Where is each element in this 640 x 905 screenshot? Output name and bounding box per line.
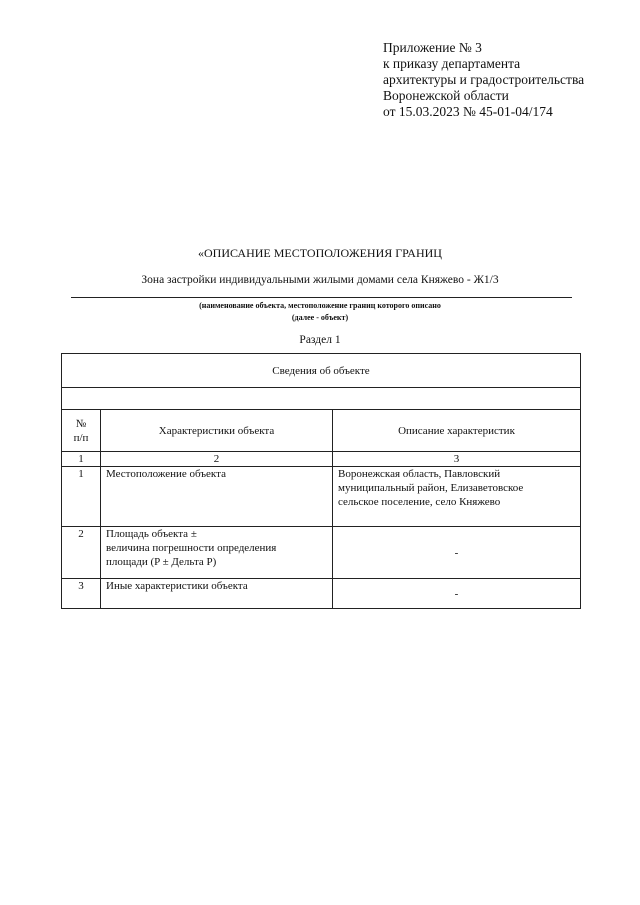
characteristic-line: величина погрешности определения xyxy=(106,542,277,554)
table-row xyxy=(62,579,581,609)
row-num: 1 xyxy=(62,467,101,527)
attachment-date-line: от 15.03.2023 № 45-01-04/174 xyxy=(383,104,553,119)
characteristic-line: Площадь объекта ± xyxy=(106,528,197,540)
column-number-2: 2 xyxy=(101,452,333,467)
header-num-line2: п/п xyxy=(73,431,89,444)
object-note xyxy=(0,300,640,324)
attachment-region-line: Воронежской области xyxy=(383,88,509,103)
attachment-order-line: к приказу департамента xyxy=(383,56,521,71)
table-row xyxy=(62,527,581,579)
table-caption: Сведения об объекте xyxy=(62,354,581,388)
characteristic-line: Иные характеристики объекта xyxy=(106,580,248,592)
row-num: 2 xyxy=(62,527,101,579)
section-label: Раздел 1 xyxy=(299,334,341,346)
attachment-department-line: архитектуры и градостроительства xyxy=(383,72,585,87)
description-line: сельское поселение, село Княжево xyxy=(338,496,501,508)
description-line: муниципальный район, Елизаветовское xyxy=(338,482,524,494)
header-characteristic: Характеристики объекта xyxy=(101,410,333,452)
column-number-3: 3 xyxy=(333,452,581,467)
zone-name: Зона застройки индивидуальными жилыми домами села Княжево - Ж1/3 xyxy=(141,274,499,286)
table-row xyxy=(62,467,581,527)
description-line: Воронежская область, Павловский xyxy=(338,468,501,480)
characteristic-line: Местоположение объекта xyxy=(106,468,226,480)
object-note-line1: (наименование объекта, местоположение границ которого описано xyxy=(199,301,441,310)
row-characteristic xyxy=(101,527,333,579)
row-num: 3 xyxy=(62,579,101,609)
empty-row xyxy=(62,388,581,410)
row-description: - xyxy=(333,579,581,609)
column-number-1: 1 xyxy=(62,452,101,467)
attachment-number: Приложение № 3 xyxy=(383,40,482,55)
underline-divider xyxy=(71,297,572,298)
row-characteristic xyxy=(101,467,333,527)
row-description: - xyxy=(333,527,581,579)
header-num xyxy=(62,410,101,452)
header-num-line1: № xyxy=(75,417,87,430)
row-description xyxy=(333,467,581,527)
row-characteristic xyxy=(101,579,333,609)
object-note-line2: (далее - объект) xyxy=(291,313,349,322)
document-title: «ОПИСАНИЕ МЕСТОПОЛОЖЕНИЯ ГРАНИЦ xyxy=(198,246,442,260)
object-info-table xyxy=(61,353,581,609)
header-description: Описание характеристик xyxy=(333,410,581,452)
attachment-block xyxy=(383,40,633,120)
characteristic-line: площади (P ± Дельта P) xyxy=(106,556,217,568)
